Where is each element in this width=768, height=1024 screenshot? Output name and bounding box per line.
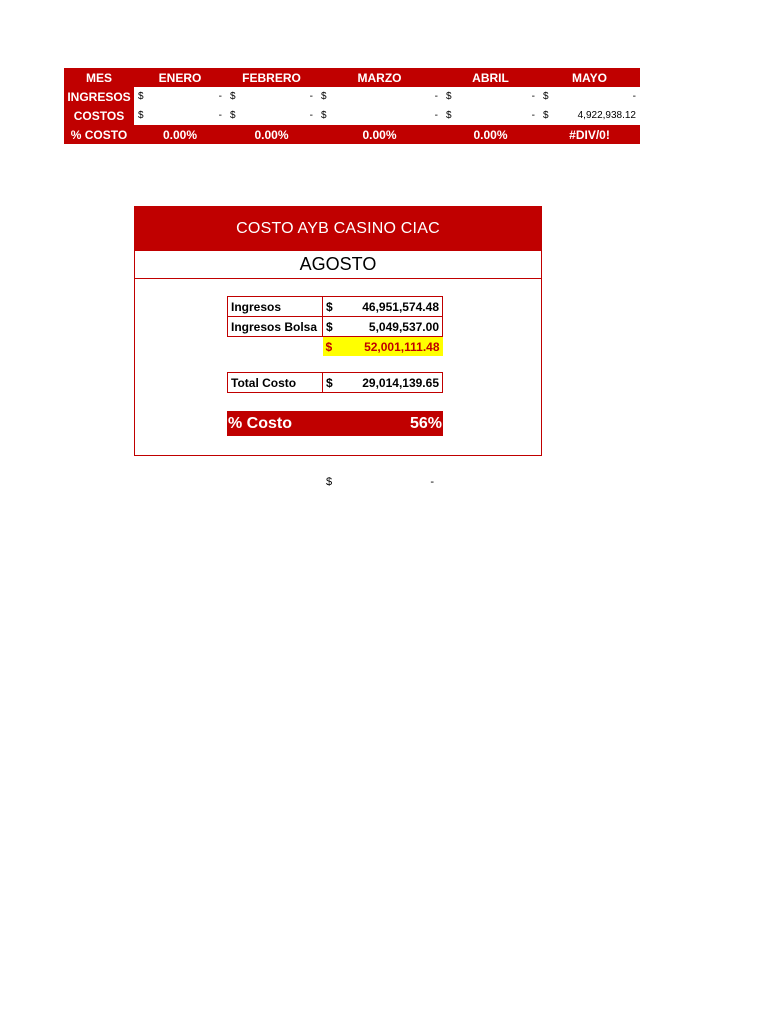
summary-card	[134, 206, 542, 456]
currency-symbol: $	[230, 91, 236, 102]
cell-value: 4,922,938.12	[577, 110, 636, 121]
cell-costos-mayo[interactable]	[539, 106, 640, 125]
ingresos-label[interactable]: Ingresos	[228, 297, 323, 317]
ingresos-value[interactable]: 46,951,574.48	[343, 297, 443, 317]
header-enero[interactable]: ENERO	[134, 68, 226, 87]
header-mayo[interactable]: MAYO	[539, 68, 640, 87]
cell-value: -	[218, 91, 222, 102]
revenue-table	[227, 296, 443, 356]
header-abril[interactable]: ABRIL	[442, 68, 539, 87]
ingresos-bolsa-label[interactable]: Ingresos Bolsa	[228, 317, 323, 337]
cell-value: -	[309, 91, 313, 102]
footer-cell[interactable]	[326, 476, 434, 488]
header-mes[interactable]: MES	[64, 68, 134, 87]
table-row-ingresos	[64, 87, 640, 106]
header-row	[64, 68, 640, 87]
currency-symbol: $	[138, 110, 144, 121]
total-costo-value[interactable]: 29,014,139.65	[343, 373, 443, 393]
cell-value: -	[309, 110, 313, 121]
subtotal-empty-cell[interactable]	[228, 337, 323, 357]
pct-costo-value: 56%	[409, 414, 442, 432]
cell-value: -	[531, 91, 535, 102]
card-title[interactable]: COSTO AYB CASINO CIAC	[135, 207, 541, 251]
cell-costos-febrero[interactable]	[226, 106, 317, 125]
pct-mayo[interactable]: #DIV/0!	[539, 125, 640, 144]
currency-symbol: $	[321, 91, 327, 102]
cell-costos-enero[interactable]	[134, 106, 226, 125]
total-costo-label[interactable]: Total Costo	[228, 373, 323, 393]
pct-enero[interactable]: 0.00%	[134, 125, 226, 144]
ingresos-bolsa-currency[interactable]: $	[323, 317, 344, 337]
ingresos-bolsa-value[interactable]: 5,049,537.00	[343, 317, 443, 337]
currency-symbol: $	[230, 110, 236, 121]
currency-symbol: $	[446, 91, 452, 102]
cell-ingresos-mayo[interactable]	[539, 87, 640, 106]
row-label-ingresos[interactable]: INGRESOS	[64, 87, 134, 106]
cell-value: -	[531, 110, 535, 121]
row-label-costos[interactable]: COSTOS	[64, 106, 134, 125]
monthly-table	[64, 68, 640, 144]
currency-symbol: $	[543, 91, 549, 102]
currency-symbol: $	[321, 110, 327, 121]
currency-symbol: $	[446, 110, 452, 121]
subtotal-currency[interactable]: $	[323, 337, 344, 357]
row-subtotal	[228, 337, 443, 357]
cell-ingresos-enero[interactable]	[134, 87, 226, 106]
footer-value: -	[430, 476, 434, 488]
cell-value: -	[218, 110, 222, 121]
cell-value: -	[434, 110, 438, 121]
ingresos-currency[interactable]: $	[323, 297, 344, 317]
currency-symbol: $	[543, 110, 549, 121]
pct-marzo[interactable]: 0.00%	[317, 125, 442, 144]
cell-value: -	[434, 91, 438, 102]
pct-abril[interactable]: 0.00%	[442, 125, 539, 144]
row-total-costo	[228, 373, 443, 393]
card-month[interactable]: AGOSTO	[135, 251, 541, 279]
footer-currency: $	[326, 476, 333, 488]
subtotal-value[interactable]: 52,001,111.48	[343, 337, 443, 357]
cell-costos-marzo[interactable]	[317, 106, 442, 125]
pct-febrero[interactable]: 0.00%	[226, 125, 317, 144]
row-ingresos-bolsa	[228, 317, 443, 337]
currency-symbol: $	[138, 91, 144, 102]
pct-costo-label: % Costo	[228, 414, 292, 432]
header-marzo[interactable]: MARZO	[317, 68, 442, 87]
row-ingresos	[228, 297, 443, 317]
cell-ingresos-abril[interactable]	[442, 87, 539, 106]
table-row-costos	[64, 106, 640, 125]
cost-table	[227, 372, 443, 393]
cell-ingresos-febrero[interactable]	[226, 87, 317, 106]
cell-value: -	[632, 91, 636, 102]
total-costo-currency[interactable]: $	[323, 373, 344, 393]
table-row-pct-costo	[64, 125, 640, 144]
cell-ingresos-marzo[interactable]	[317, 87, 442, 106]
header-febrero[interactable]: FEBRERO	[226, 68, 317, 87]
pct-costo-bar[interactable]	[227, 411, 443, 436]
row-label-pct-costo[interactable]: % COSTO	[64, 125, 134, 144]
cell-costos-abril[interactable]	[442, 106, 539, 125]
